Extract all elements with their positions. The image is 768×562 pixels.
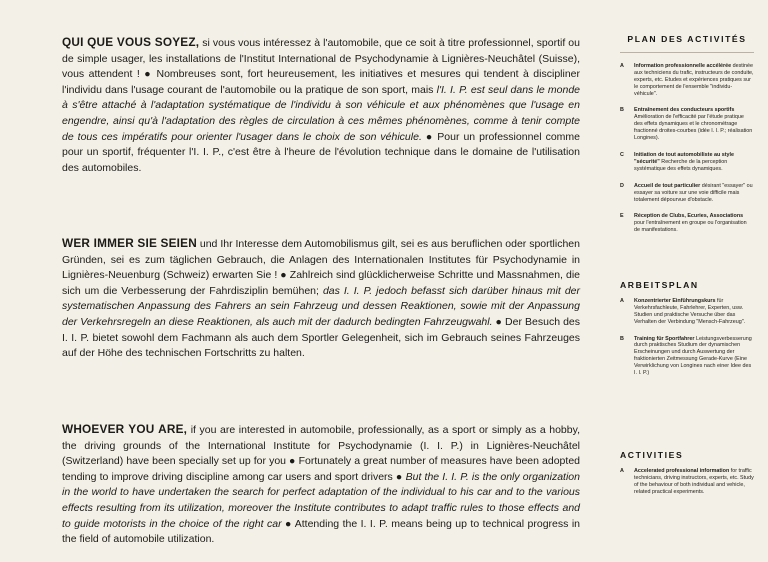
plan-item-title: Accueil de tout particulier xyxy=(634,182,701,189)
plan-item xyxy=(620,107,754,142)
activities xyxy=(620,452,754,506)
plan-item xyxy=(620,213,754,234)
arbeitsplan-item-letter: A xyxy=(620,297,624,304)
english-italic-text: But the I. I. P. is the only organization in the world to have undertaken the search for perfect adaptation of the individual to his car and to the various effects resulting from its utilization, moreover the Institute contributes to adapt traffic rules to those effects and to guide motorists in the choice of the right car xyxy=(62,470,580,530)
plan-item-title: Initiation de tout automobiliste au style "sécurité" xyxy=(634,151,735,165)
french-paragraph xyxy=(62,35,580,176)
arbeitsplan-item xyxy=(620,298,754,326)
french-italic-text: l'I. I. P. est seul dans le monde à s'être attaché à l'adaptation systématique de l'individu à son véhicule et aux phénomènes que l'usage en engendre, ainsi qu'à l'adaptation des règles de circulation à ces mêmes phénomènes, comme à tenir compte de tous ces impératifs pour orienter l'usager dans le choix de son véhicule. xyxy=(62,83,581,143)
english-text-2: ● Attending the I. I. P. means being up to technical progress in the field of automobile utilization. xyxy=(62,517,580,546)
activities-heading: ACTIVITIES xyxy=(620,450,684,460)
arbeitsplan-item-text: Leistungsverbesserung durch praktisches Studium der dynamischen Erscheinungen und durch Auswertung der fraktionierten Zeitmessung Gerade-Kurve (Eine Verwirklichung von Longines nach einer Idee des I. I. P.) xyxy=(634,335,752,377)
activities-item-title: Accelerated professional information xyxy=(634,467,730,474)
plan-item xyxy=(620,63,754,98)
arbeitsplan-item-title: Konzentrierter Einführungskurs xyxy=(634,297,716,304)
plan-des-activites xyxy=(620,36,754,244)
plan-divider xyxy=(620,52,754,53)
plan-item-text: désirant "essayer" ou essayer sa voiture sur une voie difficile mais totalement dépourvue d'obstacle. xyxy=(634,182,753,203)
activities-item-letter: A xyxy=(620,467,624,474)
plan-item-text: Recherche de la perception systématique des effets dynamiques. xyxy=(634,158,728,172)
english-paragraph xyxy=(62,422,580,548)
plan-item-letter: A xyxy=(620,62,624,69)
activities-item-text: for traffic technicians, driving instructors, experts, etc. Study of the behaviour of both individual and vehicle, related practical experiments. xyxy=(634,467,754,495)
german-paragraph xyxy=(62,236,580,362)
arbeitsplan-item xyxy=(620,336,754,377)
plan-item xyxy=(620,152,754,173)
french-text-1: si vous vous intéressez à l'automobile, que ce soit à titre professionnel, sportif ou de simple usager, les installations de l'Institut International de Psychodynamie à Lignières-Neuchâtel (Suisse), vous attendent ! ● Nombreuses sont, fort heureusement, les initiatives et mesures qui tendent à discipliner l'individu dans l'usage courant de l'automobile ou la pratique de son sport, mais xyxy=(62,37,580,96)
plan-item-letter: B xyxy=(620,107,624,114)
arbeitsplan-heading: ARBEITSPLAN xyxy=(620,280,699,290)
plan-item-text: pour l'entraînement en groupe ou l'organisation de manifestations. xyxy=(634,220,747,234)
plan-item-title: Réception de Clubs, Ecuries, Associations xyxy=(634,213,744,220)
plan-item-title: Information professionnelle accélérée xyxy=(634,62,732,69)
german-italic-text: das I. I. P. jedoch befasst sich darüber hinaus mit der systematischen Anpassung des Fahrers an sein Fahrzeug und dessen Reaktionen, sowie mit der Anpassung der Verkehrsregeln an diese Reaktionen, als auch mit der dadurch bedingten Fahrzeugwahl. xyxy=(62,284,580,328)
german-text-2: ● Der Besuch des I. I. P. bietet sowohl dem Fachmann als auch dem Sportler Gelegenheit, sich im Gebrauch seines Fahrzeuges auf der Höhe des technischen Fortschritts zu halten. xyxy=(62,315,580,360)
arbeitsplan-item-text: für Verkehrsfachleute, Fahrlehrer, Experten, usw. Studien und praktische Versuche über das Verhalten der Verbindung "Mensch-Fahrzeug". xyxy=(634,297,746,325)
plan-item-title: Entraînement des conducteurs sportifs xyxy=(634,107,735,114)
plan-heading: PLAN DES ACTIVITÉS xyxy=(627,34,747,44)
english-text-1: if you are interested in automobile, professionally, as a sport or simply as a hobby, the driving grounds of the International Institute for Psychodynamie (I. I. P.) in Lignières-Neuchâtel (Switzerland) have been specially set up for you ● Fortunately a great number of measures have been adopted tending to improve driving discipline among car users and sport drivers ● xyxy=(62,424,580,483)
plan-item-text: Amélioration de l'efficacité par l'étude pratique des effets dynamiques et le chronométrage fractionné droites-courbes (idée I. I. P.; réalisation Longines). xyxy=(634,114,753,142)
plan-item-text: destinée aux techniciens du trafic, instructeurs de conduite, experts, etc. Etudes et expériences pratiques sur le comportement de l'ensemble "individu-véhicule". xyxy=(634,62,754,97)
german-text-1: und Ihr Interesse dem Automobilismus gilt, sei es aus beruflichen oder sportlichen Gründen, sei es zum täglichen Gebrauch, die Anlagen des Internationalen Institutes für Psychodynamie in Lignières-Neuenburg (Schweiz) erwarten Sie ! ● Zahlreich sind glücklicherweise Schritte und Massnahmen, die sich um die Verbesserung der Fahrdisziplin bemühen; xyxy=(62,238,580,297)
plan-item-letter: C xyxy=(620,151,624,158)
arbeitsplan-item-letter: B xyxy=(620,335,624,342)
plan-item xyxy=(620,183,754,204)
activities-item xyxy=(620,468,754,496)
arbeitsplan xyxy=(620,282,754,387)
english-lead: WHOEVER YOU ARE, xyxy=(62,422,188,436)
arbeitsplan-item-title: Training für Sportfahrer xyxy=(634,335,695,342)
french-lead: QUI QUE VOUS SOYEZ, xyxy=(62,35,200,49)
plan-item-letter: D xyxy=(620,182,624,189)
french-text-2: ● Pour un professionnel comme pour un sportif, fréquenter l'I. I. P., c'est être à l'heure de l'évolution technique dans le domaine de l'utilisation des automobiles. xyxy=(62,130,580,174)
german-lead: WER IMMER SIE SEIEN xyxy=(62,236,197,250)
plan-item-letter: E xyxy=(620,213,624,220)
